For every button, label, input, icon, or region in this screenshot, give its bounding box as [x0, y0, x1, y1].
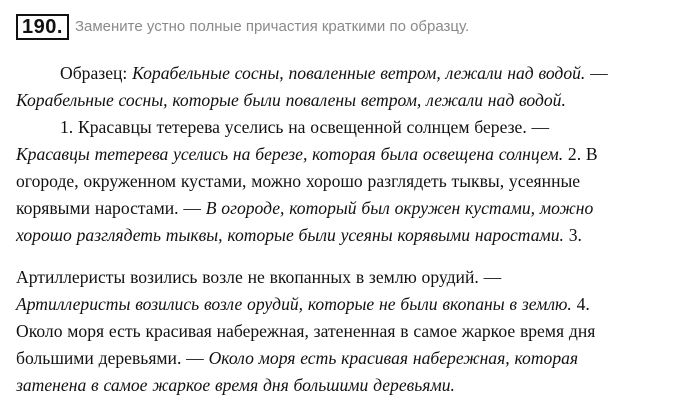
text-run: 2. В	[563, 144, 598, 164]
task-number-box: 190.	[16, 14, 69, 40]
item-line-10	[16, 372, 688, 399]
text-run: Образец:	[60, 63, 133, 83]
italic-run: Около моря есть красивая набережная, которая	[208, 348, 579, 368]
item-line-8	[16, 318, 688, 345]
task-instruction: Замените устно полные причастия краткими по образцу.	[74, 18, 470, 35]
item-line-2	[16, 141, 688, 168]
item-line-3	[16, 168, 688, 195]
text-run: 1. Красавцы тетерева уселись на освещенной солнцем березе. —	[60, 117, 550, 137]
italic-run: Корабельные сосны, которые были повалены ветром, лежали над водой.	[16, 90, 566, 110]
text-run: 4.	[571, 294, 590, 314]
exercise-text	[16, 60, 688, 399]
item-line-5	[16, 222, 688, 249]
text-run: Около моря есть красивая набережная, затененная в самое жаркое время дня	[16, 321, 596, 341]
italic-run: Красавцы тетерева уселись на березе, которая была освещена солнцем.	[16, 144, 564, 164]
item-line-6	[16, 264, 688, 291]
item-line-4	[16, 195, 688, 222]
italic-run: затенена в самое жаркое время дня большими деревьями.	[16, 375, 455, 395]
sample-line-1	[16, 60, 688, 87]
item-line-9	[16, 345, 688, 372]
item-line-7	[16, 291, 688, 318]
task-header	[16, 14, 469, 40]
item-line-1	[16, 114, 688, 141]
text-run: 3.	[563, 225, 582, 245]
text-run: Артиллеристы возились возле не вкопанных в землю орудий. —	[16, 267, 502, 287]
text-run: большими деревьями. —	[16, 348, 209, 368]
text-run: огороде, окруженном кустами, можно хорошо разглядеть тыквы, усеянные	[16, 171, 581, 191]
italic-run: Корабельные сосны, поваленные ветром, лежали над водой.	[132, 63, 586, 83]
italic-run: В огороде, который был окружен кустами, можно	[205, 198, 594, 218]
text-run: корявыми наростами. —	[16, 198, 206, 218]
sample-line-2	[16, 87, 688, 114]
italic-run: хорошо разглядеть тыквы, которые были усеяны корявыми наростами.	[16, 225, 564, 245]
text-run: —	[585, 63, 608, 83]
italic-run: Артиллеристы возились возле орудий, которые не были вкопаны в землю.	[16, 294, 572, 314]
paragraph-gap	[16, 249, 688, 264]
